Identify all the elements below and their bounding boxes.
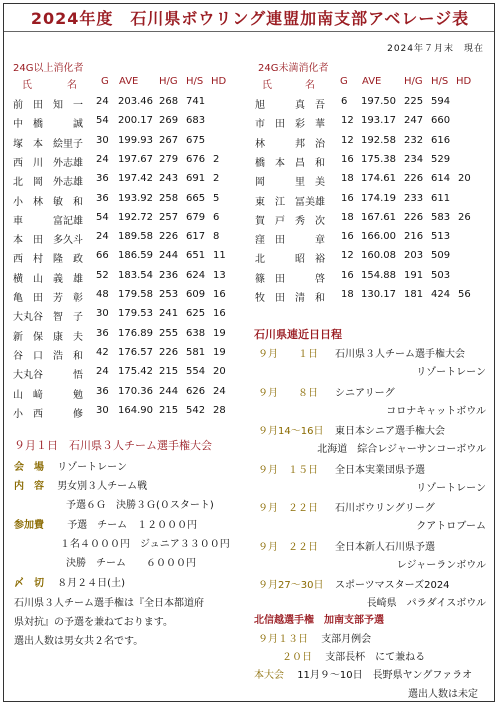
hg-cell: 247 xyxy=(404,115,424,127)
hs-cell: 626 xyxy=(186,385,206,397)
col-header-mei: 名 xyxy=(67,80,77,91)
name-cell: 西 川 外志雄 xyxy=(13,157,83,169)
title-divider xyxy=(4,31,494,32)
name-cell: 市 田 彩 華 xyxy=(255,119,325,131)
hd-cell: 20 xyxy=(213,366,226,378)
name-cell: 西 村 隆 政 xyxy=(13,254,83,266)
col-header-shi: 氏 xyxy=(262,80,272,91)
hg-cell: 258 xyxy=(159,192,179,204)
hs-cell: 609 xyxy=(186,289,206,300)
hokushinetsu-line3 xyxy=(254,666,472,681)
hs-cell: 624 xyxy=(186,269,206,281)
g-cell: 36 xyxy=(96,385,109,397)
ave-cell: 189.58 xyxy=(118,231,153,243)
schedule-event: シニアリーグ xyxy=(335,387,395,399)
ave-cell: 183.54 xyxy=(118,269,153,281)
hg-cell: 244 xyxy=(159,385,179,397)
g-cell: 36 xyxy=(96,192,109,204)
g-cell: 30 xyxy=(96,134,109,146)
hg-cell: 226 xyxy=(404,173,424,185)
event-note2: 県対抗』の予選を兼ねております。 xyxy=(14,617,173,628)
schedule-event: 全日本新人石川県予選 xyxy=(335,541,435,553)
g-cell: 54 xyxy=(96,211,109,223)
ave-cell: 186.59 xyxy=(118,250,153,262)
name-cell: 亀 田 芳 彰 xyxy=(13,293,83,304)
name-cell: 賀 戸 秀 次 xyxy=(255,215,325,227)
hd-cell: 8 xyxy=(213,231,220,243)
ave-cell: 199.93 xyxy=(118,134,153,146)
hg-cell: 215 xyxy=(159,366,179,378)
hd-cell: 5 xyxy=(213,192,220,204)
event-venue xyxy=(14,458,127,473)
hg-cell: 233 xyxy=(404,192,424,204)
hokushinetsu-heading: 北信越選手権 加南支部予選 xyxy=(254,615,384,626)
hd-cell: 2 xyxy=(213,173,220,185)
name-cell: 塚 本 絵里子 xyxy=(13,138,83,150)
hg-cell: 236 xyxy=(159,269,179,281)
hg-cell: 226 xyxy=(404,211,424,223)
g-cell: 18 xyxy=(341,173,354,185)
col-header-hd: HD xyxy=(456,76,472,87)
hs-cell: 651 xyxy=(186,250,206,262)
hg-cell: 244 xyxy=(159,250,179,262)
ave-cell: 200.17 xyxy=(118,115,153,127)
hd-cell: 19 xyxy=(213,327,226,339)
ave-cell: 197.67 xyxy=(118,153,153,165)
g-cell: 36 xyxy=(96,173,109,185)
hs-cell: 638 xyxy=(186,327,206,339)
name-cell: 北 昭 裕 xyxy=(255,254,325,266)
schedule-date: ９月27〜30日 xyxy=(258,580,324,591)
schedule-heading: 石川県連近日日程 xyxy=(254,328,342,341)
hokushinetsu-date2: ２０日 xyxy=(282,652,312,663)
g-cell: 52 xyxy=(96,269,109,281)
hg-cell: 234 xyxy=(404,153,424,165)
right-table-heading: 24G未満消化者 xyxy=(258,63,329,74)
venue-value: リゾートレーン xyxy=(57,462,127,473)
hg-cell: 243 xyxy=(159,173,179,185)
hs-cell: 660 xyxy=(431,115,451,127)
hokushinetsu-line1 xyxy=(258,630,371,645)
name-cell: 谷 口 浩 和 xyxy=(13,350,83,362)
g-cell: 48 xyxy=(96,289,109,300)
hs-cell: 503 xyxy=(431,269,451,281)
left-table-heading: 24G以上消化者 xyxy=(13,63,84,74)
hd-cell: 26 xyxy=(458,211,471,223)
schedule-venue: レジャーランボウル xyxy=(396,559,486,571)
g-cell: 54 xyxy=(96,115,109,127)
ave-cell: 176.89 xyxy=(118,327,153,339)
hd-cell: 6 xyxy=(213,211,220,223)
hokushinetsu-text1: 支部月例会 xyxy=(321,634,372,645)
col-header-g: G xyxy=(101,76,109,87)
hg-cell: 226 xyxy=(159,231,179,243)
name-cell: 新 保 康 夫 xyxy=(13,331,83,343)
g-cell: 30 xyxy=(96,404,109,416)
name-cell: 横 山 義 雄 xyxy=(13,273,83,285)
hd-cell: 2 xyxy=(213,153,220,165)
hd-cell: 16 xyxy=(213,308,226,320)
hg-cell: 232 xyxy=(404,134,424,146)
fee-line2: １名４０００円 ジュニア３３００円 xyxy=(60,539,230,550)
name-cell: 小 西 修 xyxy=(13,408,83,420)
hg-cell: 181 xyxy=(404,289,424,300)
g-cell: 6 xyxy=(341,96,348,107)
schedule-date: ９月 １５日 xyxy=(258,464,318,476)
hd-cell: 56 xyxy=(458,289,471,300)
col-header-mei: 名 xyxy=(305,80,315,91)
schedule-venue: 長崎県 パラダイスボウル xyxy=(366,598,486,609)
hs-cell: 676 xyxy=(186,153,206,165)
ave-cell: 174.61 xyxy=(361,173,396,185)
col-header-hg: H/G xyxy=(404,76,423,87)
hs-cell: 665 xyxy=(186,192,206,204)
ave-cell: 176.57 xyxy=(118,346,153,358)
ave-cell: 164.90 xyxy=(118,404,153,416)
g-cell: 24 xyxy=(96,231,109,243)
col-header-shi: 氏 xyxy=(22,80,32,91)
g-cell: 12 xyxy=(341,250,354,262)
hs-cell: 616 xyxy=(431,134,451,146)
content-label: 内 容 xyxy=(14,481,44,492)
deadline-label: 〆 切 xyxy=(14,578,44,589)
hg-cell: 225 xyxy=(404,96,424,107)
content-line1: 男女別３人チーム戦 xyxy=(57,481,148,492)
ave-cell: 193.17 xyxy=(361,115,396,127)
g-cell: 12 xyxy=(341,115,354,127)
schedule-venue: コロナキャットボウル xyxy=(386,405,486,417)
g-cell: 30 xyxy=(96,308,109,320)
g-cell: 24 xyxy=(96,96,109,107)
as-of-date: 2024年７月末 現在 xyxy=(387,44,484,54)
col-header-ave: AVE xyxy=(362,76,382,87)
g-cell: 16 xyxy=(341,231,354,243)
hs-cell: 583 xyxy=(431,211,451,223)
event-deadline xyxy=(14,574,125,589)
hg-cell: 253 xyxy=(159,289,179,300)
hokushinetsu-date1: ９月１３日 xyxy=(258,634,308,645)
hg-cell: 241 xyxy=(159,308,179,320)
col-header-hg: H/G xyxy=(159,76,178,87)
ave-cell: 179.58 xyxy=(118,289,153,300)
hs-cell: 683 xyxy=(186,115,206,127)
page-title: 2024年度 石川県ボウリング連盟加南支部アベレージ表 xyxy=(30,9,470,28)
name-cell: 東 江 冨美雄 xyxy=(255,196,325,208)
g-cell: 24 xyxy=(96,153,109,165)
name-cell: 前 田 知 一 xyxy=(13,100,83,111)
ave-cell: 203.46 xyxy=(118,96,153,107)
col-header-hs: H/S xyxy=(431,76,449,87)
g-cell: 42 xyxy=(96,346,109,358)
ave-cell: 175.38 xyxy=(361,153,396,165)
schedule-venue: 北海道 綜合レジャーサンコーボウル xyxy=(317,444,486,455)
ave-cell: 175.42 xyxy=(118,366,153,378)
ave-cell: 167.61 xyxy=(361,211,396,223)
schedule-date: ９月 ８日 xyxy=(258,387,318,399)
hs-cell: 617 xyxy=(186,231,206,243)
schedule-venue: クアトロブーム xyxy=(416,521,486,532)
hs-cell: 625 xyxy=(186,308,206,320)
hd-cell: 16 xyxy=(213,289,226,300)
name-cell: 大丸谷 智 子 xyxy=(13,312,83,324)
event-content xyxy=(14,477,147,492)
ave-cell: 154.88 xyxy=(361,269,396,281)
event-note3: 選出人数は男女共２名です。 xyxy=(14,636,144,647)
name-cell: 山 﨑 勉 xyxy=(13,389,83,401)
col-header-g: G xyxy=(340,76,348,87)
schedule-date: ９月 ２２日 xyxy=(258,503,318,514)
schedule-event: 石川県３人チーム選手権大会 xyxy=(335,349,465,360)
name-cell: 旭 真 吾 xyxy=(255,100,325,111)
hs-cell: 741 xyxy=(186,96,206,107)
name-cell: 篠 田 啓 xyxy=(255,273,325,285)
hg-cell: 269 xyxy=(159,115,179,127)
name-cell: 橋 本 昌 和 xyxy=(255,157,325,169)
schedule-date: ９月14〜16日 xyxy=(258,426,324,437)
hd-cell: 20 xyxy=(458,173,471,185)
hs-cell: 679 xyxy=(186,211,206,223)
fee-line3: 決勝 チーム ６０００円 xyxy=(66,558,196,569)
hg-cell: 268 xyxy=(159,96,179,107)
hg-cell: 203 xyxy=(404,250,424,262)
ave-cell: 170.36 xyxy=(118,385,153,397)
event-note1: 石川県３人チーム選手権は『全日本都道府 xyxy=(14,598,204,609)
schedule-event: 石川ボウリングリーグ xyxy=(335,503,435,514)
hg-cell: 255 xyxy=(159,327,179,339)
hs-cell: 581 xyxy=(186,346,206,358)
ave-cell: 174.19 xyxy=(361,192,396,204)
event-fee xyxy=(14,516,197,531)
col-header-hd: HD xyxy=(211,76,227,87)
hd-cell: 19 xyxy=(213,346,226,358)
g-cell: 12 xyxy=(341,134,354,146)
name-cell: 北 岡 外志雄 xyxy=(13,177,83,189)
schedule-venue: リゾートレーン xyxy=(416,482,486,494)
hs-cell: 542 xyxy=(186,404,206,416)
hg-cell: 226 xyxy=(159,346,179,358)
schedule-event: 全日本実業団県予選 xyxy=(335,464,425,476)
hs-cell: 614 xyxy=(431,173,451,185)
hg-cell: 191 xyxy=(404,269,424,281)
hs-cell: 611 xyxy=(431,192,451,204)
hokushinetsu-main-text: 11月９〜10日 長野県ヤングファラオ xyxy=(297,670,473,681)
ave-cell: 193.92 xyxy=(118,192,153,204)
schedule-venue: リゾートレーン xyxy=(416,367,486,378)
hokushinetsu-note: 選出人数は未定 xyxy=(408,689,478,700)
hd-cell: 11 xyxy=(213,250,226,262)
fee-line1: 予選 チーム １２０００円 xyxy=(67,520,198,531)
col-header-ave: AVE xyxy=(119,76,139,87)
g-cell: 18 xyxy=(341,289,354,300)
name-cell: 中 橋 誠 xyxy=(13,119,83,131)
g-cell: 16 xyxy=(341,192,354,204)
name-cell: 窪 田 章 xyxy=(255,235,325,247)
hs-cell: 675 xyxy=(186,134,206,146)
ave-cell: 192.72 xyxy=(118,211,153,223)
hokushinetsu-main-label: 本大会 xyxy=(254,670,284,681)
hokushinetsu-line2 xyxy=(282,648,425,663)
name-cell: 林 邦 治 xyxy=(255,138,325,150)
hs-cell: 513 xyxy=(431,231,451,243)
schedule-date: ９月 ２２日 xyxy=(258,541,318,553)
hg-cell: 257 xyxy=(159,211,179,223)
ave-cell: 197.42 xyxy=(118,173,153,185)
schedule-date: ９月 １日 xyxy=(258,349,318,360)
ave-cell: 197.50 xyxy=(361,96,396,107)
name-cell: 車 富記雄 xyxy=(13,215,83,227)
ave-cell: 130.17 xyxy=(361,289,396,300)
g-cell: 18 xyxy=(341,211,354,223)
hd-cell: 13 xyxy=(213,269,226,281)
g-cell: 16 xyxy=(341,269,354,281)
event-title: ９月１日 石川県３人チーム選手権大会 xyxy=(14,439,212,452)
hs-cell: 691 xyxy=(186,173,206,185)
ave-cell: 166.00 xyxy=(361,231,396,243)
hg-cell: 216 xyxy=(404,231,424,243)
content-line2: 予選６Ｇ 決勝３Ｇ(０スタート) xyxy=(66,500,214,511)
name-cell: 大丸谷 悟 xyxy=(13,370,83,382)
hs-cell: 509 xyxy=(431,250,451,262)
hg-cell: 279 xyxy=(159,153,179,165)
name-cell: 岡 里 美 xyxy=(255,177,325,189)
name-cell: 本 田 多久斗 xyxy=(13,235,83,247)
ave-cell: 160.08 xyxy=(361,250,396,262)
fee-label: 参加費 xyxy=(14,520,44,531)
hs-cell: 554 xyxy=(186,366,206,378)
col-header-hs: H/S xyxy=(186,76,204,87)
schedule-event: 東日本シニア選手権大会 xyxy=(335,426,445,437)
g-cell: 66 xyxy=(96,250,109,262)
hd-cell: 24 xyxy=(213,385,226,397)
name-cell: 小 林 敏 和 xyxy=(13,196,83,208)
schedule-event: スポーツマスターズ2024 xyxy=(335,580,450,591)
g-cell: 36 xyxy=(96,327,109,339)
g-cell: 16 xyxy=(341,153,354,165)
hg-cell: 215 xyxy=(159,404,179,416)
hg-cell: 267 xyxy=(159,134,179,146)
ave-cell: 179.53 xyxy=(118,308,153,320)
hd-cell: 28 xyxy=(213,404,226,416)
venue-label: 会 場 xyxy=(14,462,44,473)
hs-cell: 529 xyxy=(431,153,451,165)
ave-cell: 192.58 xyxy=(361,134,396,146)
hs-cell: 424 xyxy=(431,289,451,300)
name-cell: 牧 田 清 和 xyxy=(255,293,325,304)
hs-cell: 594 xyxy=(431,96,451,107)
g-cell: 24 xyxy=(96,366,109,378)
hokushinetsu-text2: 支部長杯 にて兼ねる xyxy=(325,652,426,663)
deadline-value: ８月２４日(土) xyxy=(57,578,125,589)
